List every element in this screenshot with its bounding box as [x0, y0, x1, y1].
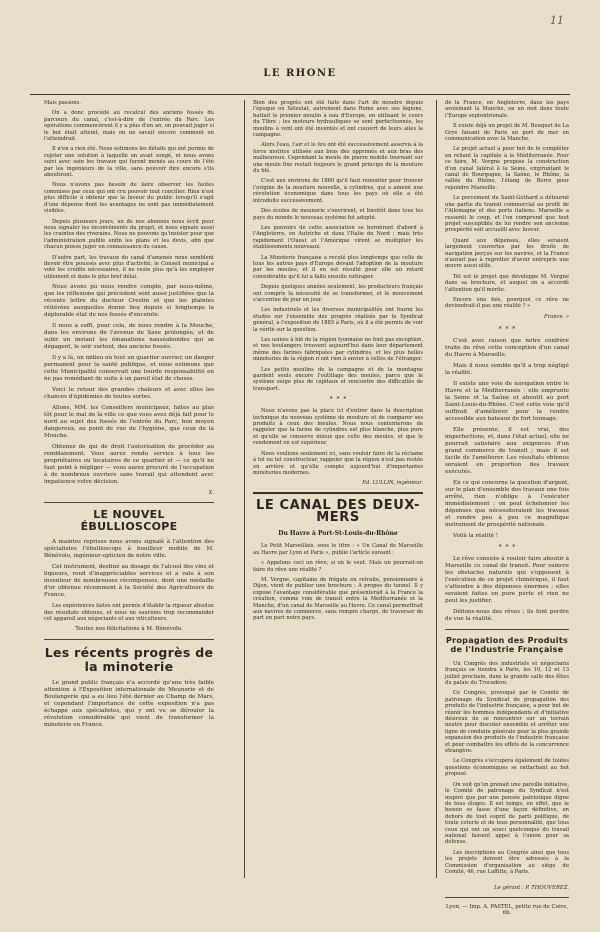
paragraph: Allons, MM. les Conseillers municipaux, faites au plus tôt pour le mal de la ville ce que vous avez déjà fait pour le nord au sujet des fossés de l'entrée du Parc, bon moyen dangereux, au point de vue de l'hygiène, que ceux de la Mouche.	[44, 405, 214, 440]
column-divider-1	[244, 100, 245, 878]
paragraph: Le Congrès s'occupera également de toutes questions économiques se rattachant au but proposé.	[445, 758, 569, 778]
headline-canal: LE CANAL DES DEUX-MERS	[256, 498, 420, 526]
paragraph: Il nous a suffi, pour cela, de nous rendre à la Mouche, dans les environs de l'avenue de Saxe prolongée, et de subir un instant les émanations nauséabondes qui se dégagent, le soir surtout, des anciens fossés.	[44, 323, 214, 351]
paragraph: Le percement du Saint-Gothard a détourné une partie du transit commercial au profit de l'Allemagne et des ports italiens. Marseille a ressenti le coup, et l'on comprend que tout projet susceptible de lui rendre son ancienne prospérité soit accueilli avec faveur.	[445, 195, 569, 234]
paragraph: Encore une fois, pourquoi ce rêve ne deviendrait-il pas une réalité ? »	[445, 296, 569, 310]
paragraph: Depuis quelques années seulement, les producteurs français ont compris la nécessité de se transformer, et le mouvement s'accentue de jour en jour.	[253, 284, 423, 303]
paragraph: La Minoterie française a reculé plus longtemps que celle de tous les autres pays d'Europe devant l'adoption de la mouture par les meules, et il en est résulté pour elle un retard considérable qu'il lui a fallu ensuite rattraper.	[253, 254, 423, 280]
quote-source: France. »	[544, 313, 569, 320]
paragraph: Un Congrès des industriels et négociants français se tiendra à Paris, les 10, 12 et 13 juillet prochain, dans la grande salle des fêtes du palais du Trocadéro.	[445, 660, 569, 686]
article-signature: Ed. LULLIN, ingénieur.	[362, 480, 423, 487]
paragraph: Obtenez de qui de droit l'autorisation de procéder au remblaiement. Vous aurez rendu service à tous les propriétaires ou locataires de ce quartier et — ce qu'il ne faut point à négliger — vous aurez procuré de l'occupation à de nombreux ouvriers sans travail qui attendent avec impatience votre décision.	[44, 444, 214, 486]
paragraph: Des écoles de meunerie s'ouvrirent, et bientôt dans tous les pays du monde le nouveau système fut adopté.	[253, 208, 423, 221]
column-1	[44, 100, 214, 733]
masthead	[30, 68, 570, 95]
paragraph: En ce qui concerne la question d'argent, sur le plan d'ensemble des travaux une fois arrêté, rien n'oblige à l'exécuter immédiatement ; on peut échelonner les dépenses que nécessiteraient les travaux et rendre peu à peu ce magnifique instrument de prospérité nationale.	[445, 479, 569, 528]
paragraph: Les industriels et les diverses municipalités ont fourni les études sur l'ensemble des progrès réalisés par le Syndicat général, à l'exposition de 1885 à Paris, où il a été permis de voir la vérité sur la question.	[253, 307, 423, 333]
paragraph: Défions-nous des rêves ; ils font perdre de vue la réalité.	[445, 608, 569, 622]
paragraph: D'autre part, les travaux du canal d'amenée nous semblent devoir être poussés avec plus d'activité; le Conseil municipal a voté les crédits nécessaires, il ne reste plus qu'à les employer utilement et dans le plus bref délai.	[44, 254, 214, 280]
paragraph: Le grand public français n'a accordé qu'une très faible attention à l'Exposition internationale de Meunerie et de Boulangerie qui a eu lieu l'été dernier au Champ de Mars, et cependant l'importance de cette exposition n'a pas échappé aux spécialistes, qui y ont vu se dérouler la révolution considérable qui vient de transformer la minoterie en France.	[44, 679, 214, 728]
printer-imprint: Lyon. — Imp. A. PASTEL, petite rue de Cuire, 6b.	[445, 904, 569, 917]
article-signature: X.	[208, 490, 214, 497]
paragraph: Il y a là, un milieu où tout un quartier ouvrier, un danger permanent pour la santé publique, et nous estimons que cette Municipalité conservait une lourde responsabilité en ne pas remédiant de suite à un pareil état de choses.	[44, 355, 214, 383]
separator	[44, 502, 214, 503]
paragraph: Quant aux dépenses, elles seraient largement couvertes par les droits de navigation perçus sur les navires, et la France n'aurait pas à regretter d'avoir entrepris une œuvre aussi utile.	[445, 237, 569, 270]
paragraph: Nous voulions seulement ici, sans vouloir faire de la réclame à tel ou tel constructeur, rappeler que la région n'est pas restée en arrière et qu'elle compte aujourd'hui d'importantes minoteries modernes.	[253, 450, 423, 476]
paragraph: A maintes reprises nous avons signalé à l'attention des spécialistes l'ébullioscope à bouilleur mobile de M. Bénévolo, ingénieur-opticien de notre ville.	[44, 539, 214, 560]
paragraph: Bien des progrès ont été faits dans l'art de moudre depuis l'époque où Sélestat, autrement dans Rome avec ses légions, battait le premier moulin à eau d'Europe, en utilisant le cours du Tibre ; les moteurs hydrauliques se sont perfectionnés, les moulins à vent ont été inventés et ont couvert de leurs ailes la campagne.	[253, 100, 423, 139]
page-number: 11	[550, 14, 564, 27]
paragraph: Les expériences faites ont permis d'établir la rigueur absolue des résultats obtenus, et nous ne saurions trop recommander cet appareil aux négociants et aux viticulteurs.	[44, 603, 214, 622]
paragraph: Ce Congrès, provoqué par le Comité de patronage du Syndicat de propagation des produits de l'industrie française, a pour but de réunir les hommes indépendants et d'initiative désireux de se rencontrer sur un terrain neutre pour discuter ensemble et arrêter une ligne de conduite générale pour la plus grande expansion des produits de l'industrie française et pour combattre les effets de la concurrence étrangère.	[445, 690, 569, 755]
paragraph: Le projet actuel a pour but de le compléter en reliant la capitale à la Méditerranée. Pour ce faire, M. Vergne propose la construction d'un canal latéral à la Seine, empruntant le canal de Bourgogne, la Saône, le Rhône, la vallée du Rhône, l'étang de Berre pour rejoindre Marseille.	[445, 146, 569, 191]
column-3	[445, 100, 569, 920]
paragraph: Tel est le projet que développe M. Vergne dans sa brochure, et auquel on a accordé l'attention qu'il mérite.	[445, 273, 569, 293]
paragraph: C'est avec raison que notre confrère traite de rêve cette conception d'un canal du Havre à Marseille.	[445, 337, 569, 358]
paragraph: On a donc procédé au recalcul des anciens fossés du parcours du canal, c'est-à-dire de l'entrée du Parc. Les opérations commencèrent il y a plus d'un an, on pouvait juger si le but était atteint, mais on ne savait encore comment on l'atteindrait.	[44, 110, 214, 143]
paragraph: C'est aux environs de 1860 qu'il faut remonter pour trouver l'origine de la mouture nouvelle, à cylindres, qui a amené une révolution économique dans tous les pays où elle a été introduite successivement.	[253, 178, 423, 204]
newspaper-title: LE RHONE	[263, 68, 337, 79]
paragraph: Il existe déjà un projet de M. Bouquet de La Grye faisant de Paris un port de mer en communication avec la Manche.	[445, 123, 569, 143]
paragraph: Cet instrument, destiné au dosage de l'alcool des vins et liqueurs, rend d'inappréciables services et a valu à son inventeur de nombreuses récompenses, dont une médaille d'or obtenue récemment à la Société des Agriculteurs de France.	[44, 564, 214, 599]
paragraph: Toutes nos félicitations à M. Bénévolo.	[75, 626, 183, 633]
paragraph: Nous n'avons pas besoin de faire observer les fautes commises par ceux qui ont cru pouvoir tout concilier. Rien n'est plus difficile à obtenir que la faveur du public lorsqu'il s'agit d'une dépense dont les avantages ne sont pas immédiatement visibles.	[44, 182, 214, 215]
paragraph: Il n'en a rien été. Nous estimons les détails qui ont permis de rejeter une solution à laquelle on avait songé, et nous avons suivi avec soin les travaux qui furent menés au cours de l'été par les ingénieurs de la ville, sans pouvoir dire encore s'ils aboutiront.	[44, 146, 214, 179]
separator	[253, 492, 423, 494]
paragraph: Voici le retour des grandes chaleurs et avec elles les chances d'épidémies de toutes sortes.	[44, 387, 214, 401]
paragraph: Les petits moulins de la campagne et de la montagne gardent seuls encore l'outillage des meules, parce que le système exige plus de capitaux et rencontre des difficultés de transport.	[253, 366, 423, 392]
headline-produits: Propagation des Produits de l'Industrie Française	[445, 635, 569, 655]
headline-ebullioscope: LE NOUVEL ÉBULLIOSCOPE	[80, 508, 178, 534]
separator	[445, 897, 569, 898]
paragraph: Alors l'eau, l'air et le feu ont été successivement asservis à la force motrice utilisée aux bras des opprimés et aux bras des malheureux. Cependant la meule de pierre mobile tournant sur une meule fixe restait toujours le grand principe de la mouture du blé.	[253, 142, 423, 175]
asterisk-separator: * * *	[498, 543, 516, 551]
separator	[44, 639, 214, 640]
paragraph: M. Vergne, capitaine de frégate en retraite, pensionnaire à Dijon, vient de publier une brochure : A propos du tunnel. Il y expose l'avantage considérable que présenterait à la France la création, comme voie de transit entre la Méditerranée et la Manche, d'un canal de Marseille au Havre. Ce canal permettrait aux navires de commerce, sans rompre charge, de traverser de part en part notre pays.	[253, 576, 423, 622]
paragraph: « Appelons ceci un rêve, si on le veut. Mais un pourrait-on faire du rêve une réalité ?	[253, 560, 423, 573]
paragraph: Nous n'avons pas la place ici d'entrer dans la description technique du nouveau système de mouture et de comparer ses produits à ceux des meules. Nous nous contenterons de rappeler que la farine de cylindres est plus blanche, plus pure et qu'elle se conserve mieux que celle des meules, et que le rendement en est supérieur.	[253, 408, 423, 447]
paragraph: Le Petit Marseillais, sous le titre : « Un Canal de Marseille au Havre par Lyon et Paris », publie l'article suivant :	[253, 543, 423, 556]
paragraph: Les inscriptions au Congrès ainsi que tous les projets doivent être adressés à la Commission d'organisation au siège du Comité, 46, rue Laffitte, à Paris.	[445, 849, 569, 875]
paragraph: Les usines à blé de la région lyonnaise ne font pas exception, et nos boulangers trouvent aujourd'hui dans leur département même des farines fabriquées par cylindres, et les plus belles minoteries de la région n'ont rien à envier à celles de l'étranger.	[253, 337, 423, 363]
paragraph: de la France, en Angleterre, dans les pays avoisinant la Manche, en un mot dans toute l'Europe septentrionale.	[445, 100, 569, 119]
paragraph: Voilà la réalité !	[453, 532, 498, 539]
paragraph: Elle présente, il est vrai, des imperfections, et, dans l'état actuel, elle ne pourrait satisfaire aux exigences d'un grand commerce de transit ; mais il est facile de l'améliorer. Les résultats obtenus seraient en proportion des travaux exécutés.	[445, 426, 569, 475]
paragraph: Il existe une voie de navigation entre le Havre et la Méditerranée : elle emprunte la Seine et la Saône et aboutit au port Saint-Louis-du-Rhône. C'est cette voie qu'il suffirait d'améliorer pour la rendre accessible aux bateaux de fort tonnage.	[445, 380, 569, 422]
asterisk-separator: * * *	[498, 325, 516, 333]
subheadline-canal: Du Havre à Port-St-Louis-du-Rhône	[278, 530, 398, 538]
headline-minoterie: Les récents progrès de la minoterie	[44, 644, 214, 674]
paragraph: On voit qu'on prenait une pareille initiative, le Comité de patronage du Syndicat n'est inspiré que par une pensée patriotique digne de tous éloges. Il est temps, en effet, que le besoin se fasse d'une façon définitive, en dehors de tout esprit de parti politique, de toute coterie et de tous personnalité, que tous ceux qui ont un souci quelconque du travail national fassent appel à l'union pour sa défense.	[445, 781, 569, 846]
asterisk-separator: * * *	[329, 396, 347, 404]
manager-signature: Le gérant : P. THOUVEREZ.	[494, 885, 569, 892]
column-2	[253, 100, 423, 626]
paragraph: Le rêve consiste à vouloir faire aboutir à Marseille ce canal de transit. Pour vaincre les obstacles naturels qui s'opposent à l'exécution de ce projet chimérique, il faut s'attendre à des dépenses énormes ; elles seraient faites en pure perte et rien ne peut les justifier.	[445, 555, 569, 604]
column-divider-2	[436, 100, 437, 878]
paragraph: Les pouvoirs de cette association se bornèrent d'abord à l'Angleterre, en Autriche et dans l'Italie du Nord ; mais très rapidement l'Ouest et l'Amérique virent se multiplier les établissements nouveaux.	[253, 224, 423, 251]
paragraph: Depuis plusieurs jours, un de nos abonnés nous écrit pour nous signaler les inconvénients du projet, et nous signale aussi les craintes des riverains. Nous ne pouvons qu'insister pour que l'administration publie enfin les plans et les devis, afin que chacun puisse juger en connaissance de cause.	[44, 218, 214, 251]
paragraph: Nous avons pu nous rendre compte, par nous-même, que les réflexions qui précèdent sont aussi justifiées que la récente lettre du docteur Crestin et que les plaintes réitérées auxquelles donne lieu depuis si longtemps la déplorable état de nos fossés d'enceinte.	[44, 284, 214, 319]
paragraph: Mais il nous semble qu'il a trop négligé la réalité.	[445, 362, 569, 376]
separator	[445, 629, 569, 630]
paragraph: Mais passons.	[44, 100, 81, 106]
